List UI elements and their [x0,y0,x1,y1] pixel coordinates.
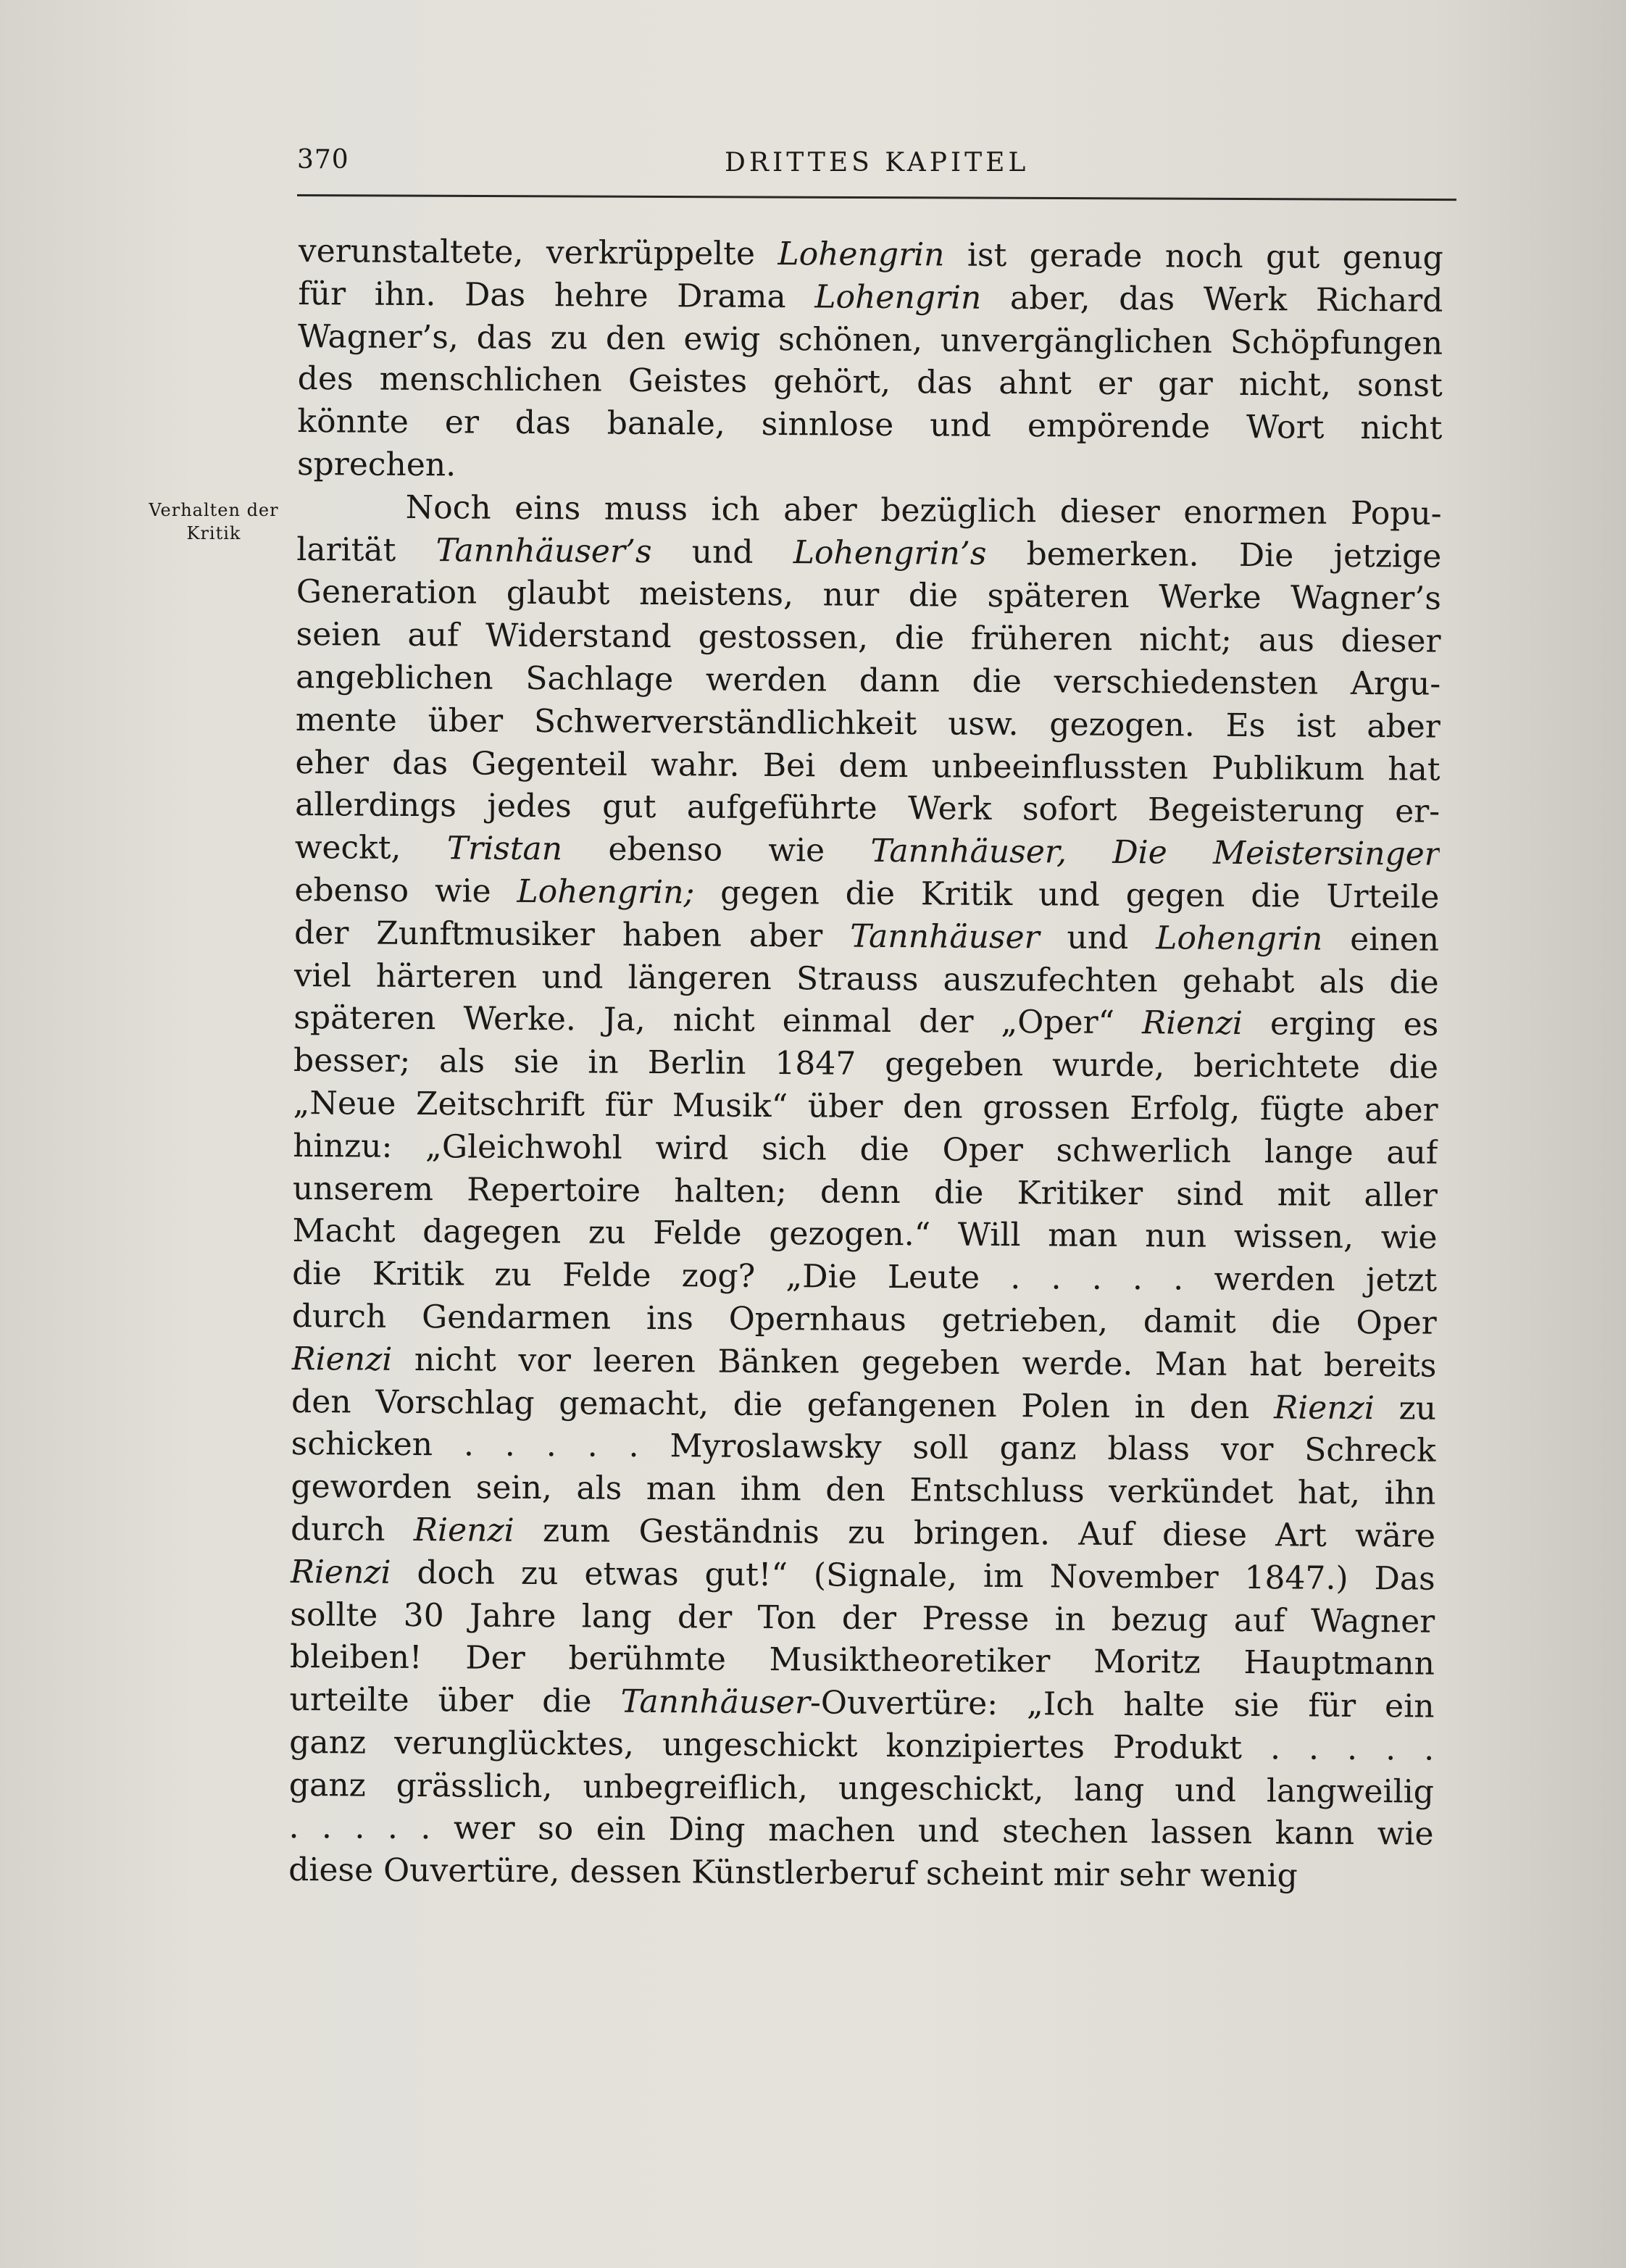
text-run: aber, das Werk Richard [981,279,1443,320]
text-line [295,784,1440,833]
text-run: viel härteren und längeren Strauss auszufechten gehabt als die [293,956,1439,1001]
text-run: Noch eins muss ich aber bezüglich dieser enormen Popu- [405,488,1442,533]
text-run: gegen die Kritik und gegen die Urteile [694,874,1440,916]
text-run: des menschlichen Geistes gehört, das ahnt er gar nicht, sonst [297,360,1443,405]
text-run: ganz grässlich, unbegreiflich, ungeschickt, lang und langweilig [288,1766,1435,1811]
italic-title: Rienzi [413,1511,514,1549]
margin-note-line: Kritik [186,523,241,543]
text-run: verunstaltete, verkrüppelte [298,232,778,273]
text-run: ebenso wie [562,830,871,870]
text-run: allerdings jedes gut aufgeführte Werk sofort Begeisterung er- [295,786,1441,830]
italic-title: Tannhäuser, Die Meistersinger [870,832,1440,873]
italic-title: Tannhäuser [850,917,1040,956]
text-line [289,1764,1434,1814]
page-number: 370 [297,145,349,175]
text-line [296,486,1441,535]
text-run: späteren Werke. Ja, nicht einmal der „Oper“ [293,999,1143,1042]
italic-title: Lohengrin [1156,919,1323,958]
text-run: nicht vor leeren Bänken gegeben werde. Man hat bereits [392,1341,1437,1385]
text-run: larität [296,530,436,569]
text-line [297,401,1442,450]
italic-title: Rienzi [1141,1004,1243,1043]
text-run: ist gerade noch gut genug [944,236,1443,277]
text-run: bemerken. Die jetzige [986,535,1442,575]
text-run: besser; als sie in Berlin 1847 gegeben wurde, berichtete die [293,1042,1439,1086]
text-run: -Ouvertüre: „Ich halte sie für ein [809,1684,1435,1725]
italic-title: Lohengrin’s [793,533,987,572]
text-line [296,529,1441,578]
italic-title: Rienzi [1273,1388,1375,1427]
text-run: und [1039,919,1156,956]
text-run: erging es [1242,1005,1439,1043]
text-run: Macht dagegen zu Felde gezogen.“ Will man nun wissen, wie [292,1212,1438,1256]
text-run: angeblichen Sachlage werden dann die verschiedensten Argu- [296,658,1441,703]
italic-title: Lohengrin [777,235,945,274]
text-line [296,699,1441,749]
text-line [293,1168,1438,1217]
text-line [296,571,1441,620]
text-run: zum Geständnis zu bringen. Auf diese Art wäre [514,1512,1436,1555]
body-text [288,230,1443,1899]
italic-title: Tannhäuser [620,1683,811,1722]
text-line [291,1466,1435,1515]
text-line [293,997,1438,1046]
text-line [289,1679,1434,1728]
text-line [294,912,1439,962]
text-run: seien auf Widerstand gestossen, die früheren nicht; aus dieser [296,616,1441,660]
text-run: die Kritik zu Felde zog? „Die Leute . . . . . werden jetzt [292,1255,1438,1299]
text-run: hinzu: „Gleichwohl wird sich die Oper schwerlich lange auf [293,1127,1438,1172]
text-run: doch zu etwas gut!“ (Signale, im November 1847.) Das [391,1554,1435,1598]
text-line [296,656,1441,706]
text-run: „Neue Zeitschrift für Musik“ über den grossen Erfolg, fügte aber [293,1084,1438,1129]
text-line [299,230,1443,280]
text-line [292,1210,1437,1259]
text-line [295,742,1440,791]
text-line [298,273,1443,322]
text-run: schicken . . . . . Myroslawsky soll ganz blass vor Schreck [291,1425,1436,1469]
text-run: könnte er das banale, sinnlose und empörende Wort nicht [297,403,1443,447]
margin-note-line: Verhalten der [149,500,279,520]
text-line [288,1806,1433,1856]
text-line [293,1083,1438,1132]
text-run: diese Ouvertüre, dessen Künstlerberuf scheint mir sehr wenig [288,1851,1298,1895]
text-line [291,1551,1435,1601]
text-line [297,443,1442,493]
text-line [298,358,1443,407]
text-run: für ihn. Das hehre Drama [298,275,815,316]
text-run: unserem Repertoire halten; denn die Kritiker sind mit aller [292,1170,1438,1214]
text-run: Wagner’s, das zu den ewig schönen, unvergänglichen Schöpfungen [297,317,1443,362]
text-line [294,955,1439,1004]
text-line [294,870,1439,919]
text-run: mente über Schwerverständlichkeit usw. gezogen. Es ist aber [295,701,1441,746]
text-run: urteilte über die [289,1681,621,1720]
text-line [296,614,1441,663]
margin-note [130,499,297,545]
text-line [298,316,1443,365]
text-run: den Vorschlag gemacht, die gefangenen Polen in den [291,1383,1275,1426]
text-line [293,1125,1438,1175]
text-run: der Zunftmusiker haben aber [293,914,851,955]
italic-title: Rienzi [290,1553,391,1591]
italic-title: Lohengrin; [517,872,695,912]
text-run: ebenso wie [294,871,517,910]
text-line [291,1380,1436,1430]
header-rule [297,194,1456,201]
text-run: sollte 30 Jahre lang der Ton der Presse in bezug auf Wagner [290,1596,1435,1640]
italic-title: Rienzi [291,1340,393,1378]
text-run: durch Gendarmen ins Opernhaus getrieben, damit die Oper [291,1297,1437,1342]
text-line [290,1593,1435,1643]
text-run: weckt, [294,829,447,867]
text-run: Generation glaubt meistens, nur die späteren Werke Wagner’s [296,573,1442,618]
italic-title: Tristan [446,830,563,868]
text-run: geworden sein, als man ihm den Entschluss verkündet hat, ihn [291,1468,1436,1512]
text-line [291,1509,1435,1558]
text-line [289,1722,1434,1771]
italic-title: Lohengrin [814,278,982,317]
italic-title: Tannhäuser’s [435,531,652,570]
text-line [291,1338,1436,1388]
text-run: ganz verunglücktes, ungeschickt konzipiertes Produkt . . . . . [289,1723,1435,1768]
text-run: bleiben! Der berühmte Musiktheoretiker Moritz Hauptmann [289,1638,1435,1683]
text-line [292,1253,1437,1302]
text-run: . . . . . wer so ein Ding machen und stechen lassen kann wie [288,1809,1434,1854]
text-run: und [651,533,793,571]
text-line [291,1423,1436,1472]
running-head [297,145,1456,188]
text-line [290,1636,1435,1685]
text-line [292,1296,1437,1345]
text-run: einen [1322,920,1440,959]
chapter-title: DRITTES KAPITEL [725,148,1030,178]
text-line [295,827,1440,876]
text-run: sprechen. [296,445,456,484]
text-run: zu [1374,1389,1437,1427]
text-run: durch [290,1510,414,1548]
text-line [293,1040,1438,1089]
text-line [288,1849,1433,1898]
text-run: eher das Gegenteil wahr. Bei dem unbeeinflussten Publikum hat [295,743,1441,788]
